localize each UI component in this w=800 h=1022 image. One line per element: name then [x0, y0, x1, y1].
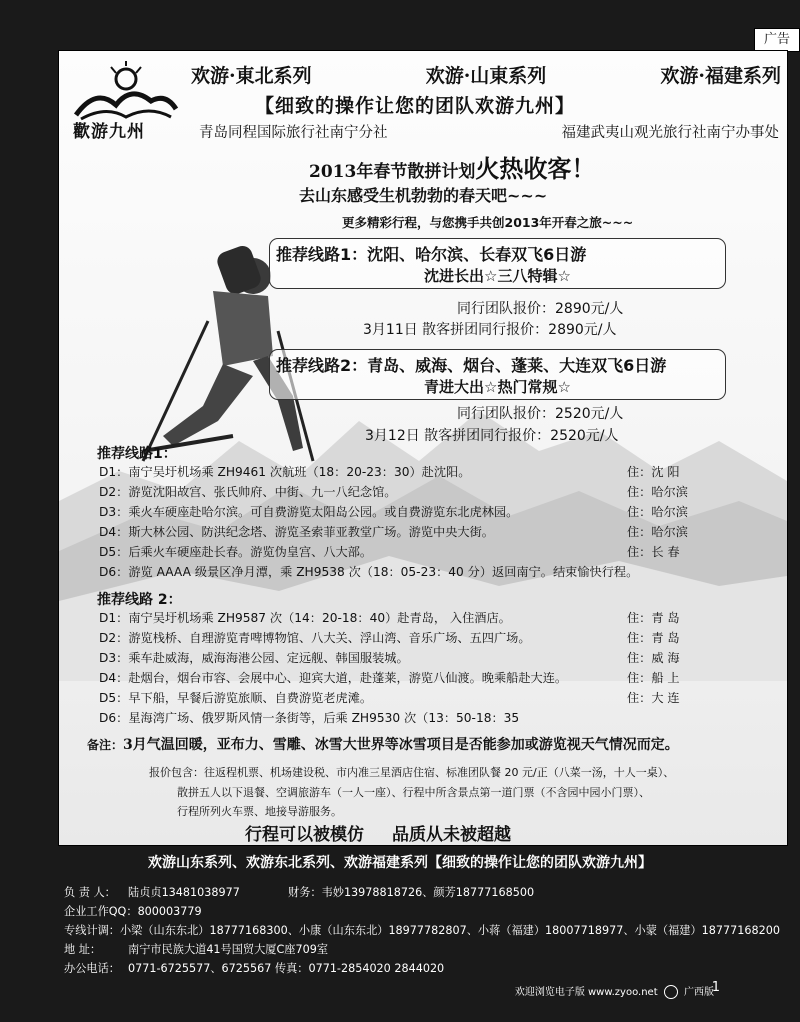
logo-text: 歡游九州: [73, 122, 145, 142]
day-text: D2：游览沈阳故宫、张氏帅府、中街、九一八纪念馆。: [99, 485, 397, 499]
day-stay: 住：哈尔滨: [627, 485, 688, 499]
day-text: D6：星海湾广场、俄罗斯风情一条街等，后乘 ZH9530 次（13：50-18：35: [99, 711, 520, 725]
hotline: 小梁（山东东北）18777168300、小康（山东东北）18977782807、小蒋（福建）18007718977、小蒙（福建）18777168200: [119, 924, 780, 937]
campaign-title: [309, 149, 595, 184]
day-stay: 住：威 海: [627, 651, 680, 665]
address: 南宁市民族大道41号国贸大厦C座709室: [128, 943, 329, 956]
footer: [515, 983, 714, 999]
manager: 陆贞贞13481038977: [128, 886, 240, 899]
day-text: D4：赴烟台，烟台市容、会展中心、迎宾大道，赴蓬莱，游览八仙渡。晚乘船赴大连。: [99, 671, 568, 685]
route1-box: [269, 238, 726, 289]
itinerary2-day4: [99, 669, 749, 686]
campaign-prefix: 2013年春节散拼计划: [309, 162, 476, 182]
route2-box: [269, 349, 726, 400]
phone-label: 办公电话：: [64, 962, 120, 975]
qq-line: [64, 903, 202, 919]
route1-subtitle: 沈进长出☆三八特辑☆: [424, 267, 571, 285]
ad-tag: 广告: [754, 28, 800, 52]
agency-qingdao: 青岛同程国际旅行社南宁分社: [199, 125, 388, 141]
day-stay: 住：船 上: [627, 671, 680, 685]
agency-fujian: 福建武夷山观光旅行社南宁办事处: [561, 125, 779, 141]
itinerary2-day5: [99, 689, 749, 706]
motto-1: 行程可以被模仿: [245, 825, 364, 845]
day-stay: 住：哈尔滨: [627, 505, 688, 519]
itinerary1-day6: [99, 563, 749, 580]
spring-line: 去山东感受生机勃勃的春天吧~~~: [299, 186, 548, 205]
itinerary2-day2: [99, 629, 749, 646]
route1-group-price: 同行团队报价：2890元/人: [457, 301, 624, 317]
slogan: 【细致的操作让您的团队欢游九州】: [255, 95, 576, 117]
itinerary1-day1: [99, 463, 749, 480]
hotline-line: [64, 922, 780, 938]
footer-edition: 广西版: [684, 987, 714, 998]
day-text: D5：早下船，早餐后游览旅顺、自费游览老虎滩。: [99, 691, 373, 705]
phone-line: [64, 960, 444, 976]
day-text: D4：斯大林公园、防洪纪念塔、游览圣索菲亚教堂广场。游览中央大街。: [99, 525, 494, 539]
agencies: [199, 121, 779, 142]
motto-2: 品质从未被超越: [392, 825, 511, 845]
includes-line2: 散拼五人以下退餐、空调旅游车（一人一座）、行程中所含景点第一道门票（不含园中园小门票）、: [177, 786, 650, 799]
route2-group-price: 同行团队报价：2520元/人: [457, 406, 624, 422]
itinerary2-day1: [99, 609, 749, 626]
qq-label: 企业工作QQ：: [64, 905, 138, 918]
day-text: D1：南宁吴圩机场乘 ZH9461 次航班（18：20-23：30）赴沈阳。: [99, 465, 471, 479]
itinerary1-day2: [99, 483, 749, 500]
day-text: D3：乘火车硬座赴哈尔滨。可自费游览太阳岛公园。或自费游览东北虎林园。: [99, 505, 519, 519]
phone: 0771-6725577、6725567 传真：0771-2854020 2844020: [128, 962, 445, 975]
route2-title: 推荐线路2：青岛、威海、烟台、蓬莱、大连双飞6日游: [276, 356, 667, 375]
more-line: 更多精彩行程，与您携手共创2013年开春之旅~~~: [342, 215, 634, 230]
brand-shandong: 欢游·山東系列: [425, 65, 547, 87]
address-label: 地 址：: [64, 943, 102, 956]
motto: [245, 820, 539, 845]
address-line: [64, 941, 328, 957]
itinerary2-day3: [99, 649, 749, 666]
day-text: D6：游览 AAAA 级景区净月潭，乘 ZH9538 次（18：05-23：40 分）返回南宁。结束愉快行程。: [99, 565, 639, 579]
route2-date-price: 3月12日 散客拼团同行报价：2520元/人: [365, 428, 619, 444]
manager-line: [64, 884, 240, 900]
brand-fujian: 欢游·福建系列: [660, 65, 781, 87]
day-text: D5：后乘火车硬座赴长春。游览伪皇宫、八大部。: [99, 545, 373, 559]
hotline-label: 专线计调：: [64, 924, 120, 937]
route2-subtitle: 青进大出☆热门常规☆: [424, 378, 571, 396]
itinerary1-title: 推荐线路1：: [97, 446, 177, 462]
footer-text: 欢迎浏览电子版 www.zyoo.net: [514, 987, 658, 998]
day-stay: 住：青 岛: [627, 631, 680, 645]
day-text: D2：游览栈桥、自理游览青啤博物馆、八大关、浮山湾、音乐广场、五四广场。: [99, 631, 531, 645]
day-stay: 住：长 春: [627, 545, 680, 559]
campaign-hot: 火热收客！: [475, 154, 596, 183]
route1-date-price: 3月11日 散客拼团同行报价：2890元/人: [363, 322, 617, 338]
brand-dongbei: 欢游·東北系列: [191, 65, 312, 87]
note-text: 3月气温回暖，亚布力、雪雕、冰雪大世界等冰雪项目是否能参加或游览视天气情况而定。: [123, 737, 679, 753]
day-text: D1：南宁吴圩机场乘 ZH9587 次（14：20-18：40）赴青岛， 入住酒店。: [99, 611, 511, 625]
itinerary1-day5: [99, 543, 749, 560]
day-stay: 住：大 连: [627, 691, 680, 705]
note: [87, 734, 679, 754]
day-stay: 住：哈尔滨: [627, 525, 688, 539]
footer-logo-icon: [664, 985, 678, 999]
itinerary1-day4: [99, 523, 749, 540]
qq: 800003779: [137, 905, 202, 918]
day-stay: 住：青 岛: [627, 611, 680, 625]
itinerary2-title: 推荐线路 2：: [97, 592, 182, 608]
includes-line3: 行程所列火车票、地接导游服务。: [177, 805, 342, 818]
bottom-series: 欢游山东系列、欢游东北系列、欢游福建系列【细致的操作让您的团队欢游九州】: [148, 855, 652, 871]
page-number: 1: [711, 980, 720, 995]
manager-label: 负 责 人：: [64, 886, 116, 899]
ad-panel: [58, 50, 788, 846]
route1-title: 推荐线路1：沈阳、哈尔滨、长春双飞6日游: [276, 245, 587, 264]
finance: 财务：韦妙13978818726、颜芳18777168500: [288, 886, 535, 899]
itinerary2-day6: [99, 709, 749, 726]
day-text: D3：乘车赴威海，威海海港公园、定远舰、韩国服装城。: [99, 651, 409, 665]
brand-row: [191, 61, 781, 88]
includes-line1: 报价包含：往返程机票、机场建设税、市内准三星酒店住宿、标准团队餐 20 元/正（八菜一汤，十人一桌）、: [149, 766, 675, 779]
note-label: 备注：: [87, 738, 124, 752]
day-stay: 住：沈 阳: [627, 465, 680, 479]
itinerary1-day3: [99, 503, 749, 520]
